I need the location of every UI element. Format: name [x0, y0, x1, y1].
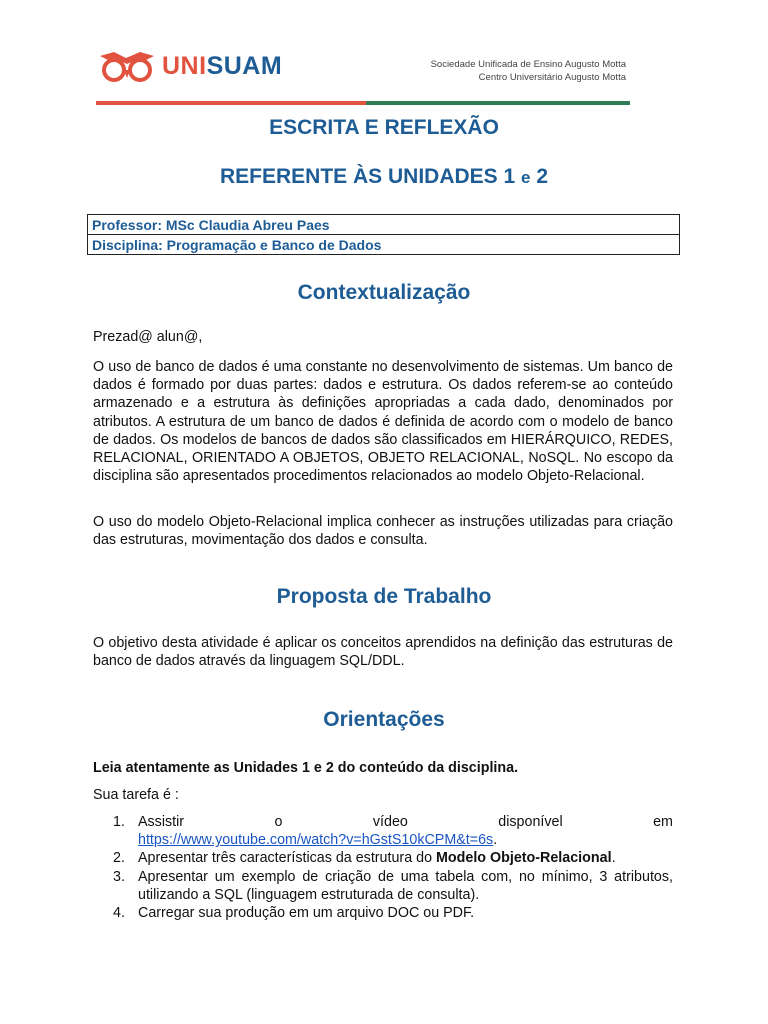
unisuam-logo: [96, 48, 282, 84]
divider-green: [366, 101, 630, 105]
task-list: [93, 813, 673, 922]
task-intro: Sua tarefa é :: [93, 787, 179, 803]
divider-red: [96, 101, 366, 105]
header-divider: [96, 101, 630, 105]
context-paragraph-1: O uso de banco de dados é uma constante no desenvolvimento de sistemas. Um banco de dados é formado por duas partes: dados e estrutura. Os dados referem-se ao conteúdo armazenado e a estrutura às definições apropriadas a cada dado, denominados por atributos. A estrutura de um banco de dados é definida de acordo com o modelo de banco de dados. Os modelos de bancos de dados são classificados em HIERÁRQUICO, REDES, RELACIONAL, ORIENTADO A OBJETOS, OBJETO RELACIONAL, NoSQL. No escopo da disciplina são apresentados procedimentos relacionados ao modelo Objeto-Relacional.: [93, 359, 673, 485]
list-item: 4. Carregar sua produção em um arquivo DOC ou PDF.: [113, 905, 475, 922]
table-row: [88, 235, 680, 255]
course-info-table: [87, 214, 680, 255]
youtube-video-link[interactable]: https://www.youtube.com/watch?v=hGstS10kCPM&t=6s: [138, 832, 494, 849]
guidelines-heading: Orientações: [323, 708, 445, 731]
instruction-text: Leia atentamente as Unidades 1 e 2 do conteúdo da disciplina.: [93, 760, 519, 776]
institution-line-1: Sociedade Unificada de Ensino Augusto Motta: [430, 59, 626, 70]
professor-cell: Professor: MSc Claudia Abreu Paes: [88, 215, 680, 235]
institution-line-2: Centro Universitário Augusto Motta: [478, 72, 626, 83]
task-1-line: Assistir o vídeo disponível em: [138, 814, 673, 830]
owl-logo-icon: [96, 48, 158, 84]
page-title: ESCRITA E REFLEXÃO: [269, 116, 499, 139]
list-item: 2. Apresentar três características da estrutura do Modelo Objeto-Relacional.: [113, 850, 616, 867]
logo-wordmark: UNISUAM: [162, 51, 283, 80]
list-item: 3. Apresentar um exemplo de criação de uma tabela com, no mínimo, 3 atributos, utilizando a SQL (linguagem estruturada de consulta).: [113, 868, 673, 903]
page-subtitle: REFERENTE ÀS UNIDADES 1 e 2: [219, 165, 549, 188]
greeting-text: Prezad@ alun@,: [93, 329, 203, 345]
table-row: [88, 215, 680, 235]
discipline-cell: Disciplina: Programação e Banco de Dados: [88, 235, 680, 255]
institution-name: [431, 58, 626, 84]
document-header: [96, 44, 630, 108]
context-paragraph-2: O uso do modelo Objeto-Relacional implica conhecer as instruções utilizadas para criação das estruturas, movimentação dos dados e consulta.: [93, 514, 673, 549]
context-heading: Contextualização: [297, 281, 471, 304]
proposal-paragraph: O objetivo desta atividade é aplicar os conceitos aprendidos na definição das estruturas de banco de dados através da linguagem SQL/DDL.: [93, 635, 673, 670]
list-item: 1. Assistir o vídeo disponível em https://www.youtube.com/watch?v=hGstS10kCPM&t=6s.: [113, 814, 673, 849]
proposal-heading: Proposta de Trabalho: [276, 585, 492, 608]
